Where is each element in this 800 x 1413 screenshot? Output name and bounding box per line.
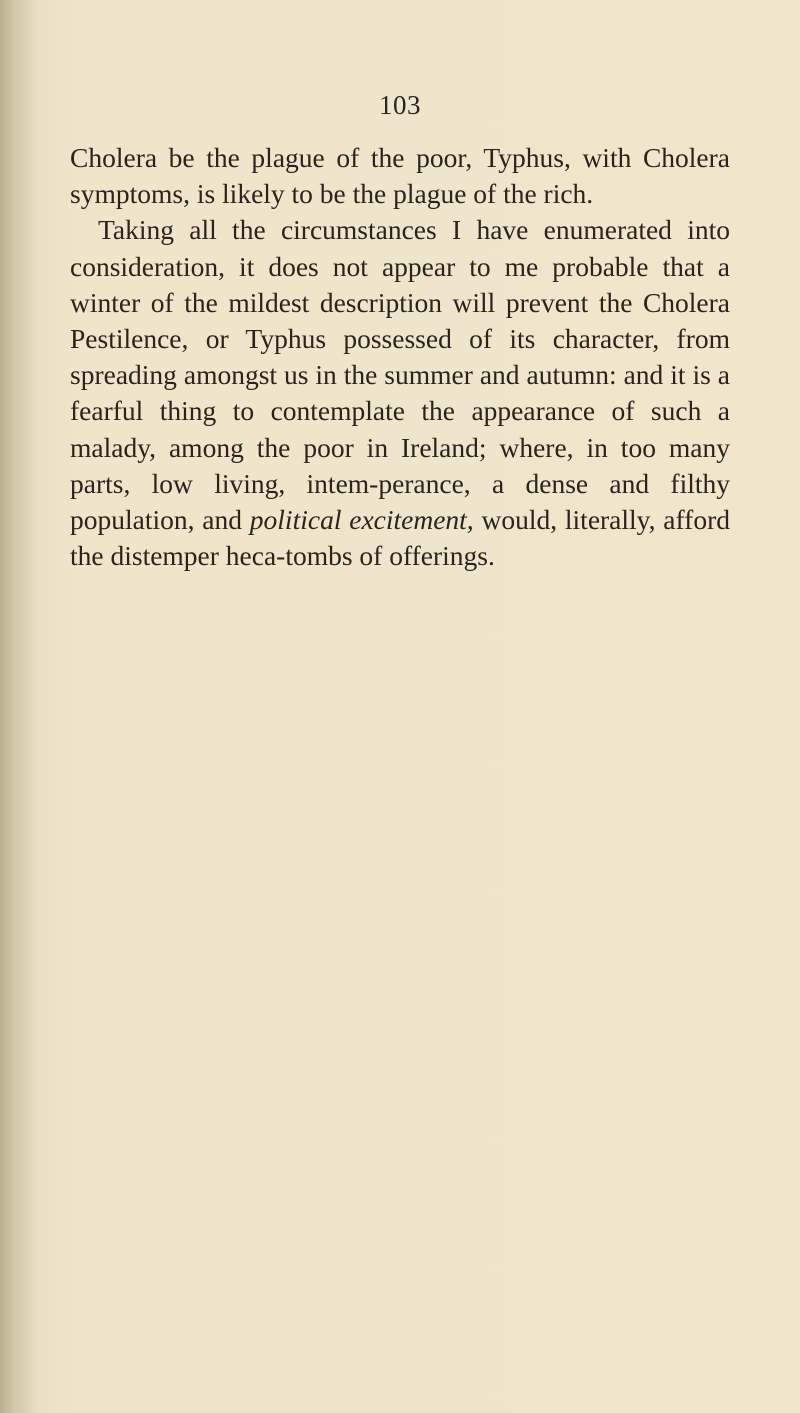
page-number: 103 xyxy=(379,90,421,120)
page-gutter xyxy=(0,0,34,1413)
paragraph-2 xyxy=(70,212,730,574)
paragraph-2-text-end: would, literally, afford the distemper heca-tombs of offerings. xyxy=(70,504,730,572)
paragraph-2-italic-phrase: political excitement, xyxy=(249,504,474,536)
page-body xyxy=(70,140,730,574)
paragraph-1: Cholera be the plague of the poor, Typhus, with Cholera symptoms, is likely to be the plague of the rich. xyxy=(70,142,730,210)
paragraph-2-text-start: Taking all the circumstances I have enumerated into consideration, it does not appear to me probable that a winter of the mildest description will prevent the Cholera Pestilence, or Typhus possessed of its character, from spreading amongst us in the summer and autumn: and it is a fearful thing to contemplate the appearance of such a malady, among the poor in Ireland; where, in too many parts, low living, intem-perance, a dense and filthy population, and xyxy=(70,214,730,536)
